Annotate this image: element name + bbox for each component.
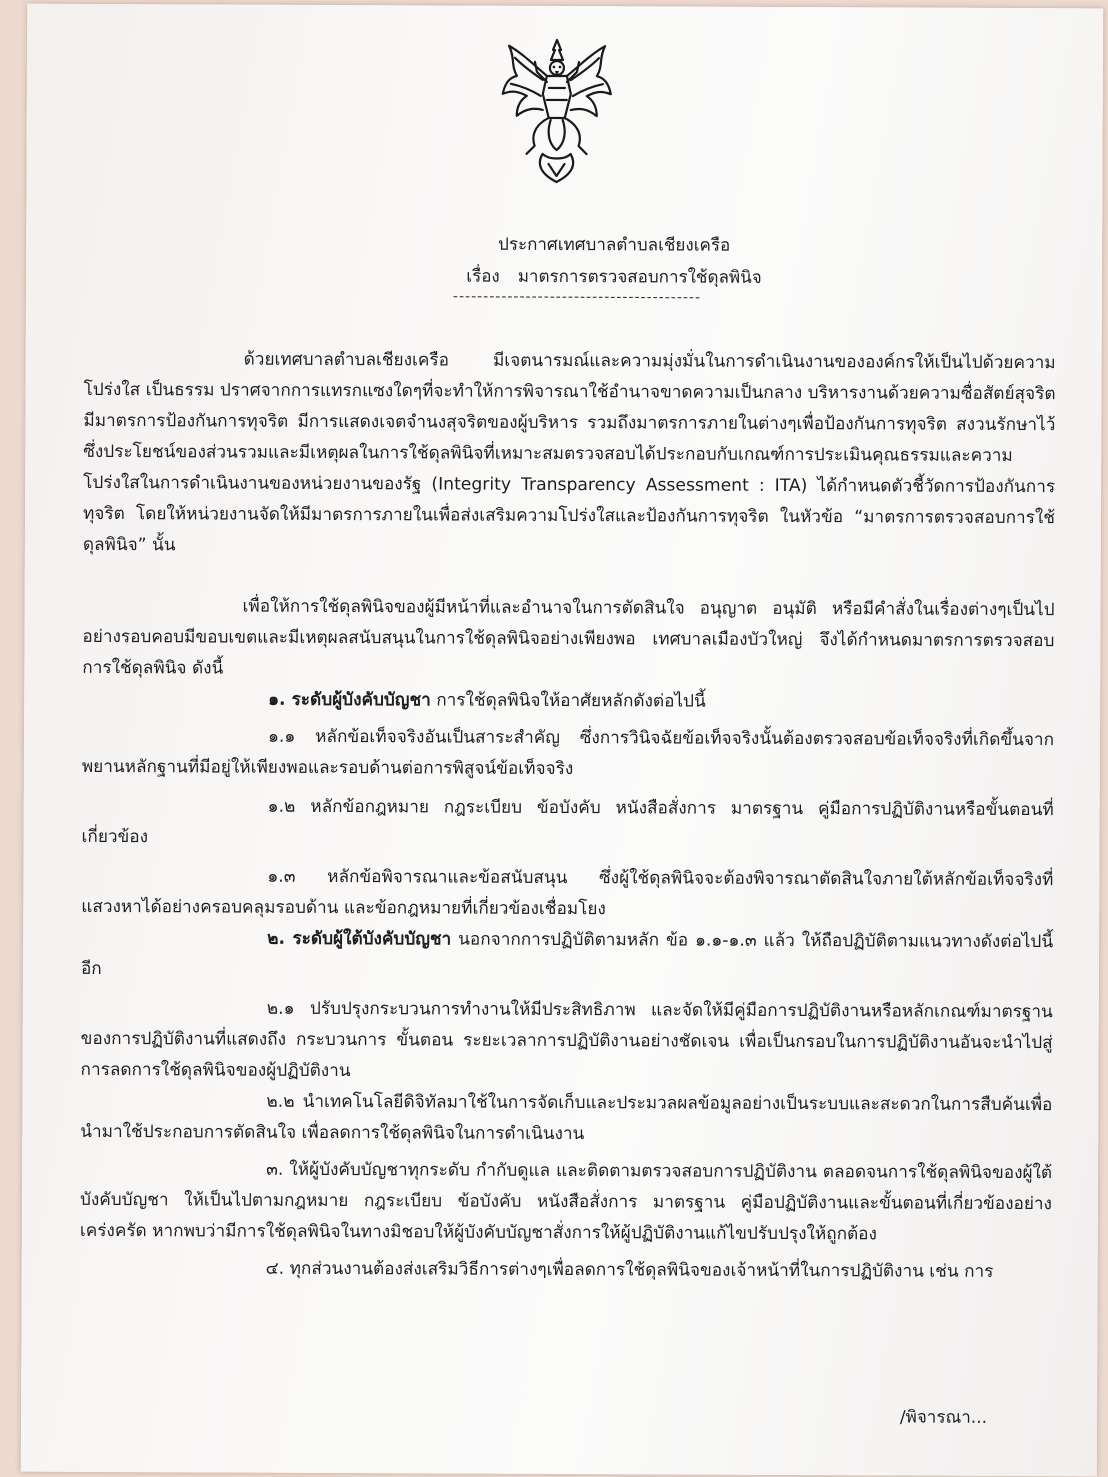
continued-marker: /พิจารณา... bbox=[899, 1407, 988, 1428]
section-3: ๓. ให้ผู้บังคับบัญชาทุกระดับ กำกับดูแล และติดตามตรวจสอบการปฏิบัติงาน ตลอดจนการใช้ดุลพินิจของผู้ใต้บังคับบัญชา ให้เป็นไปตามกฎหมาย กฎระเบียบ ข้อบังคับ หนังสือสั่งการ มาตรฐาน คู่มือปฏิบัติงานและขั้นตอนที่เกี่ยวข้องอย่างเคร่งครัด หากพบว่ามีการใช้ดุลพินิจในทางมิชอบให้ผู้บังคับบัญชาสั่งการให้ผู้ปฏิบัติงานแก้ไขปรับปรุงให้ถูกต้อง bbox=[79, 1159, 1053, 1245]
clause-2-1: ๒.๑ ปรับปรุงกระบวนการทำงานให้มีประสิทธิภาพ และจัดให้มีคู่มือการปฏิบัติงานหรือหลักเกณฑ์มาตรฐานของการปฏิบัติงานที่แสดงถึง กระบวนการ ขั้นตอน ระยะเวลาการปฏิบัติงานอย่างชัดเจน เพื่อเป็นกรอบในการปฏิบัติงานอันจะนำไปสู่การลดการใช้ดุลพินิจของผู้ปฏิบัติงาน bbox=[80, 998, 1053, 1082]
clause-1-3: ๑.๓ หลักข้อพิจารณาและข้อสนับสนุน ซึ่งผู้ใช้ดุลพินิจจะต้องพิจารณาตัดสินใจภายใต้หลักข้อเท็จจริงที่แสวงหาได้อย่างครอบคลุมรอบด้าน และข้อกฎหมายที่เกี่ยวข้องเชื่อมโยง bbox=[81, 866, 1054, 920]
announcement-subject-line bbox=[76, 261, 1108, 293]
section-4: ๔. ทุกส่วนงานต้องส่งเสริมวิธีการต่างๆเพื่อลดการใช้ดุลพินิจของเจ้าหน้าที่ในการปฏิบัติงาน เช่น การ bbox=[265, 1258, 994, 1282]
clause-1-1: ๑.๑ หลักข้อเท็จจริงอันเป็นสาระสำคัญ ซึ่งการวินิจฉัยข้อเท็จจริงนั้นต้องตรวจสอบข้อเท็จจริงที่เกิดขึ้นจากพยานหลักฐานที่มีอยู่ให้เพียงพอและรอบด้านต่อการพิสูจน์ข้อเท็จจริง bbox=[81, 726, 1055, 780]
section-1-heading: ๑. ระดับผู้บังคับบัญชา bbox=[268, 689, 431, 711]
section-1-text: การใช้ดุลพินิจให้อาศัยหลักดังต่อไปนี้ bbox=[430, 690, 706, 712]
section-2-text: นอกจากการปฏิบัติตามหลัก ข้อ ๑.๑-๑.๓ แล้ว ให้ถือปฏิบัติตามแนวทางดังต่อไปนี้อีก bbox=[80, 929, 1054, 979]
clause-2-2: ๒.๒ นำเทคโนโลยีดิจิทัลมาใช้ในการจัดเก็บและประมวลผลข้อมูลอย่างเป็นระบบและสะดวกในการสืบค้นเพื่อนำมาใช้ประกอบการตัดสินใจ เพื่อลดการใช้ดุลพินิจในการดำเนินงาน bbox=[80, 1091, 1053, 1145]
section-1 bbox=[82, 684, 1054, 719]
section-2 bbox=[81, 923, 1053, 989]
subject-label: เรื่อง bbox=[466, 266, 500, 287]
document-page bbox=[21, 4, 1103, 1477]
announcement-body bbox=[80, 344, 1056, 1288]
section-2-heading: ๒. ระดับผู้ใต้บังคับบัญชา bbox=[267, 928, 452, 950]
separator-line: ----------------------------------------- bbox=[452, 288, 702, 306]
garuda-emblem-icon bbox=[496, 36, 617, 187]
purpose-paragraph: เพื่อให้การใช้ดุลพินิจของผู้มีหน้าที่และอำนาจในการตัดสินใจ อนุญาต อนุมัติ หรือมีคำสั่งในเรื่องต่างๆเป็นไปอย่างรอบคอบมีขอบเขตและมีเหตุผลสนับสนุนในการใช้ดุลพินิจอย่างเพียงพอ เทศบาลเมืองบัวใหญ่ จึงได้กำหนดมาตรการตรวจสอบการใช้ดุลพินิจ ดังนี้ bbox=[82, 596, 1055, 679]
announcement-title: ประกาศเทศบาลตำบลเชียงเครือ bbox=[498, 234, 731, 256]
intro-paragraph: ด้วยเทศบาลตำบลเชียงเครือ มีเจตนารมณ์และความมุ่งมั่นในการดำเนินงานขององค์กรให้เป็นไปด้วยความโปร่งใส เป็นธรรม ปราศจากการแทรกแซงใดๆที่จะทำให้การพิจารณาใช้อำนาจขาดความเป็นกลาง บริหารงานด้วยความซื่อสัตย์สุจริต มีมาตรการป้องกันการทุจริต มีการแสดงเจตจำนงสุจริตของผู้บริหาร รวมถึงมาตรการภายในต่างๆเพื่อป้องกันการทุจริต สงวนรักษาไว้ซึ่งประโยชน์ของส่วนรวมและมีเหตุผลในการใช้ดุลพินิจที่เหมาะสมตรวจสอบได้ประกอบกับเกณฑ์การประเมินคุณธรรมและความโปร่งใสในการดำเนินงานของหน่วยงานของรัฐ (Integrity Transparency Assessment : ITA) ได้กำหนดตัวชี้วัดการป้องกันการทุจริต โดยให้หน่วยงานจัดให้มีมาตรการภายในเพื่อส่งเสริมความโปร่งใสและป้องกันการทุจริต ในหัวข้อ “มาตรการตรวจสอบการใช้ดุลพินิจ” นั้น bbox=[82, 349, 1056, 556]
subject-text: มาตรการตรวจสอบการใช้ดุลพินิจ bbox=[517, 266, 762, 288]
clause-1-2: ๑.๒ หลักข้อกฎหมาย กฎระเบียบ ข้อบังคับ หนังสือสั่งการ มาตรฐาน คู่มือการปฏิบัติงานหรือขั้นตอนที่เกี่ยวข้อง bbox=[81, 796, 1054, 848]
